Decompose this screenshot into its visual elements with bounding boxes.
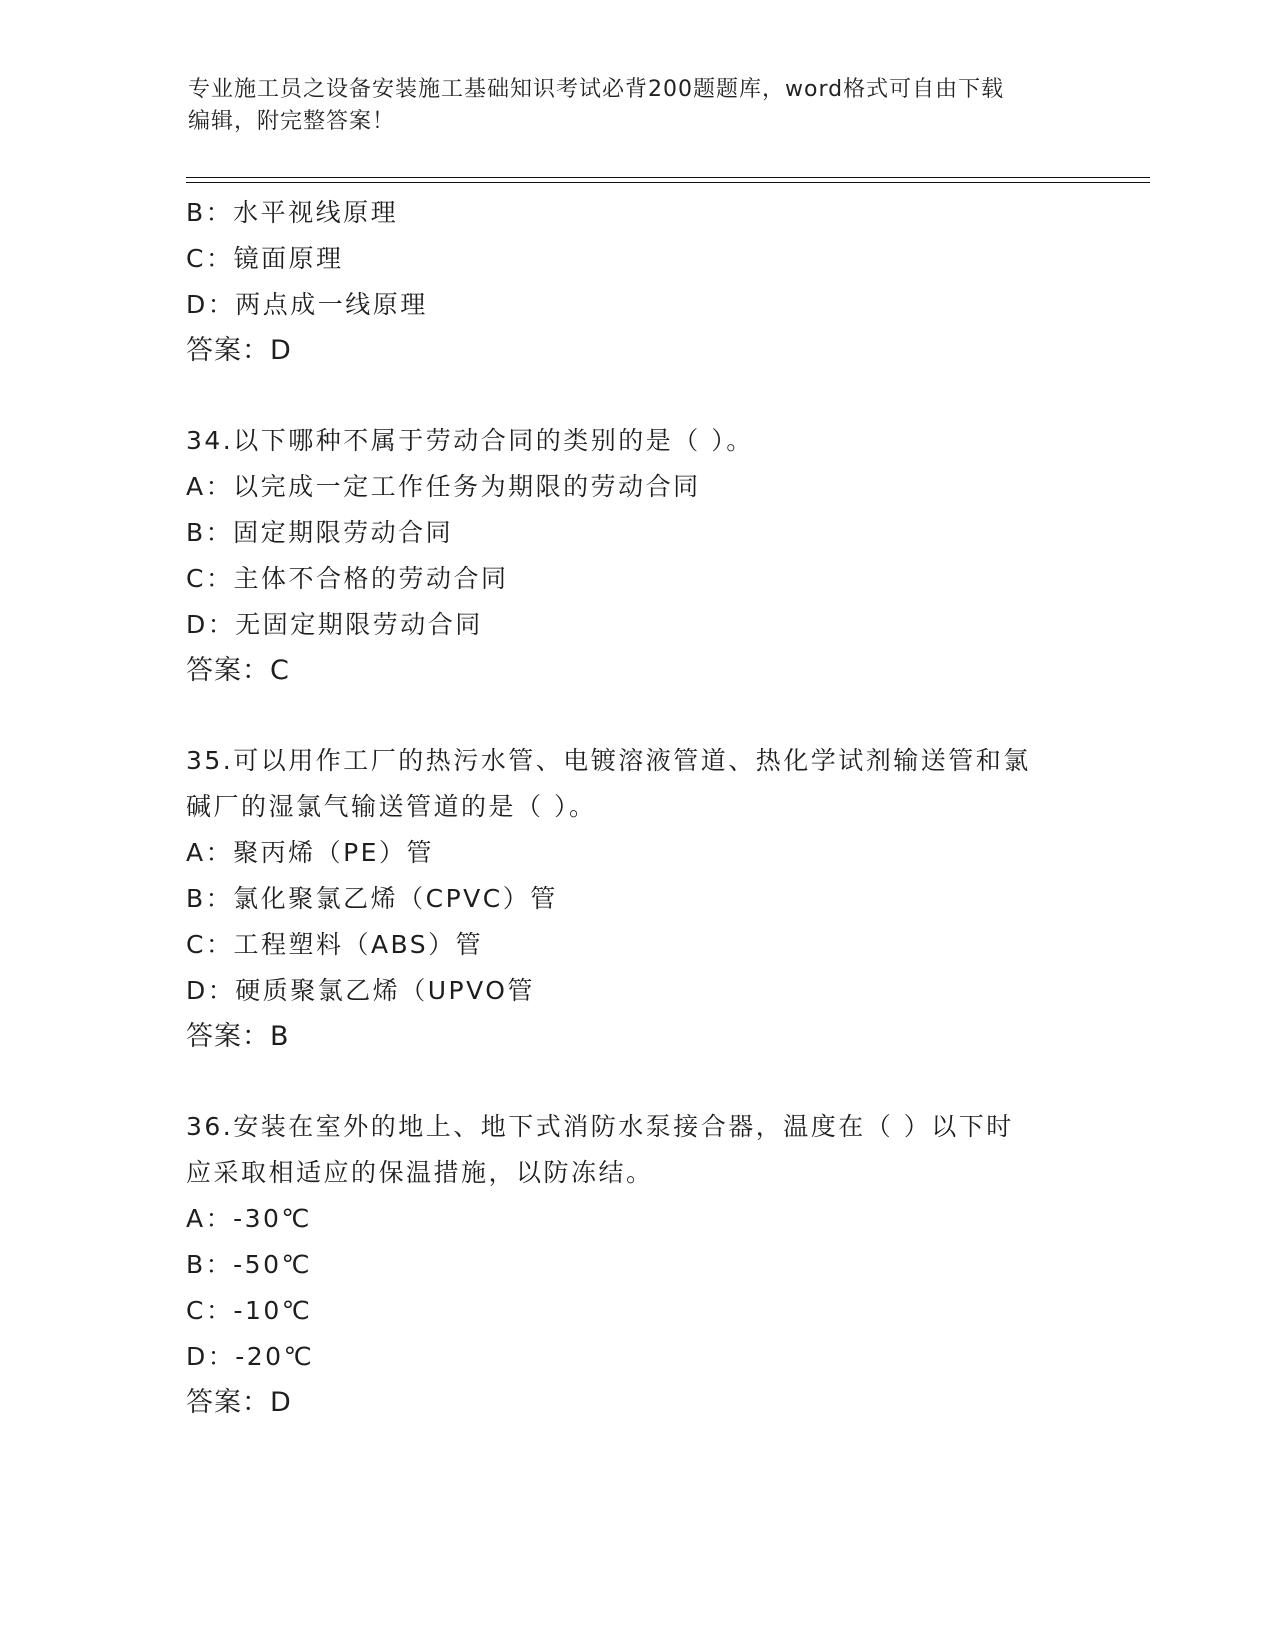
option-d: D：无固定期限劳动合同 (186, 610, 483, 639)
option-a: A：聚丙烯（PE）管 (186, 838, 434, 867)
option-d: D：硬质聚氯乙烯（UPVO管 (186, 976, 535, 1005)
answer-line: 答案：B (186, 1021, 290, 1052)
option-b: B：固定期限劳动合同 (186, 518, 454, 547)
answer-line: 答案：D (186, 335, 292, 366)
option-d: D：两点成一线原理 (186, 290, 428, 319)
option-b: B：水平视线原理 (186, 198, 399, 227)
question-stem-line-1: 35.可以用作工厂的热污水管、电镀溶液管道、热化学试剂输送管和氯 (186, 746, 1031, 775)
header-title-line-2: 编辑，附完整答案！ (188, 109, 396, 134)
spacer (186, 1060, 1086, 1104)
option-c: C：工程塑料（ABS）管 (186, 930, 484, 959)
answer-line: 答案：C (186, 655, 290, 686)
option-c: C：镜面原理 (186, 244, 344, 273)
header-title-line-1: 专业施工员之设备安装施工基础知识考试必背200题题库，word格式可自由下载 (188, 77, 1005, 102)
spacer (186, 694, 1086, 738)
spacer (186, 374, 1086, 418)
question-34 (186, 418, 1086, 694)
question-list (186, 190, 1086, 1426)
option-a: A：以完成一定工作任务为期限的劳动合同 (186, 472, 701, 501)
option-c: C：主体不合格的劳动合同 (186, 564, 509, 593)
question-stem-line-1: 36.安装在室外的地上、地下式消防水泵接合器，温度在（ ）以下时 (186, 1112, 1014, 1141)
option-a: A：-30℃ (186, 1204, 313, 1233)
document-header (188, 74, 1068, 138)
option-c: C：-10℃ (186, 1296, 313, 1325)
answer-line: 答案：D (186, 1387, 292, 1418)
header-rule-bottom (186, 182, 1150, 183)
option-b: B：氯化聚氯乙烯（CPVC）管 (186, 884, 558, 913)
question-stem-line-2: 碱厂的湿氯气输送管道的是（ ）。 (186, 792, 597, 821)
question-35 (186, 738, 1086, 1060)
option-d: D：-20℃ (186, 1342, 315, 1371)
question-36 (186, 1104, 1086, 1426)
question-stem-line-2: 应采取相适应的保温措施，以防冻结。 (186, 1158, 654, 1187)
header-rule-top (186, 177, 1150, 178)
question-stem: 34.以下哪种不属于劳动合同的类别的是（ ）。 (186, 426, 754, 455)
question-33 (186, 190, 1086, 374)
option-b: B：-50℃ (186, 1250, 313, 1279)
